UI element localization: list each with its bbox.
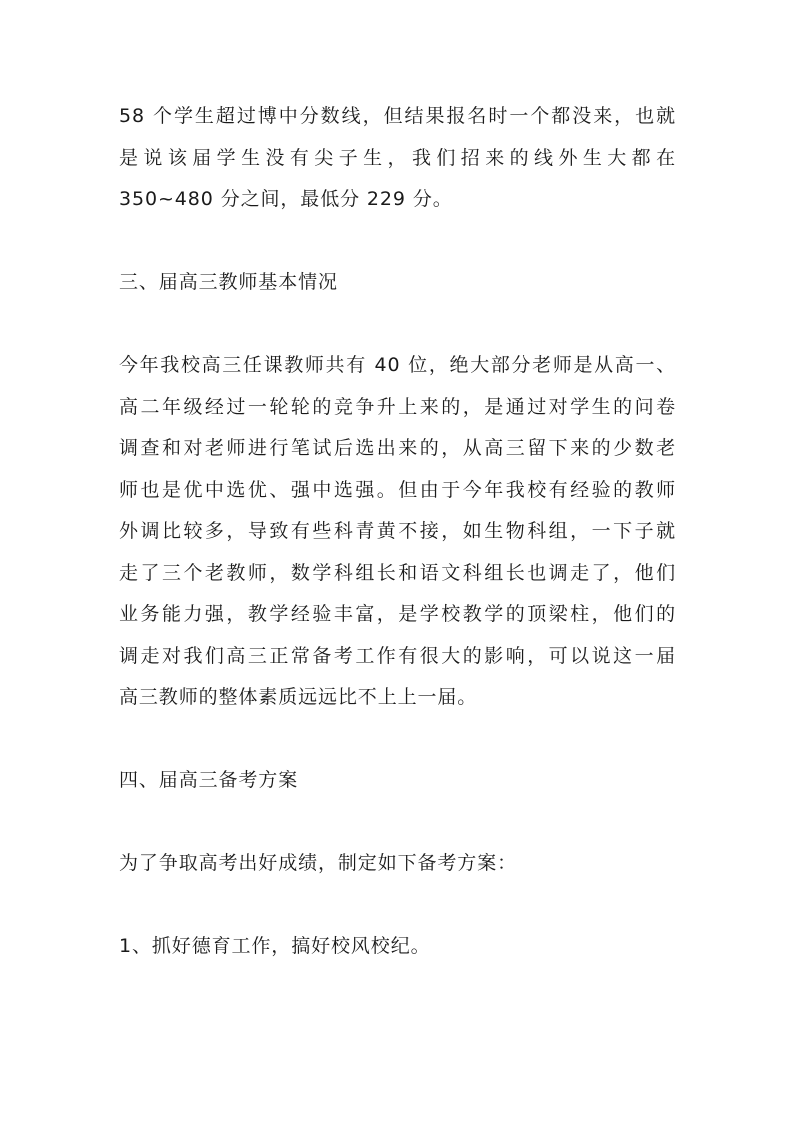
paragraph-spacer: [119, 304, 676, 346]
text-line: 业务能力强，教学经验丰富，是学校教学的顶梁柱，他们的: [119, 603, 676, 625]
text-line: 调查和对老师进行笔试后选出来的，从高三留下来的少数老: [119, 437, 676, 459]
list-item-text: 1、抓好德育工作，搞好校风校纪。: [119, 935, 431, 957]
section-heading-text: 三、届高三教师基本情况: [119, 271, 338, 293]
paragraph-spacer: [119, 719, 676, 761]
section-heading: [119, 262, 676, 304]
section-heading: [119, 760, 676, 802]
text-line: 350~480 分之间，最低分 229 分。: [119, 188, 453, 210]
paragraph-spacer: [119, 802, 676, 844]
paragraph-spacer: [119, 885, 676, 927]
section-heading-text: 四、届高三备考方案: [119, 769, 299, 791]
text-line: 高二年级经过一轮轮的竞争升上来的，是通过对学生的问卷: [119, 395, 676, 418]
paragraph-continuation: [119, 96, 676, 221]
paragraph-teachers: [119, 345, 676, 719]
paragraph-spacer: [119, 221, 676, 263]
text-line: 为了争取高考出好成绩，制定如下备考方案：: [119, 852, 518, 874]
paragraph-plan-intro: [119, 843, 676, 885]
text-line: 外调比较多，导致有些科青黄不接，如生物科组，一下子就: [119, 520, 676, 542]
text-line: 走了三个老教师，数学科组长和语文科组长也调走了，他们: [119, 561, 676, 584]
text-line: 58 个学生超过博中分数线，但结果报名时一个都没来，也就: [119, 105, 676, 127]
text-line: 高三教师的整体素质远远比不上上一届。: [119, 686, 478, 708]
text-line: 调走对我们高三正常备考工作有很大的影响，可以说这一届: [119, 644, 676, 667]
text-line: 是说该届学生没有尖子生，我们招来的线外生大都在: [119, 146, 676, 169]
list-item: [119, 926, 676, 968]
text-line: 今年我校高三任课教师共有 40 位，绝大部分老师是从高一、: [119, 354, 676, 376]
text-line: 师也是优中选优、强中选强。但由于今年我校有经验的教师: [119, 478, 676, 501]
document-body: [119, 96, 676, 968]
